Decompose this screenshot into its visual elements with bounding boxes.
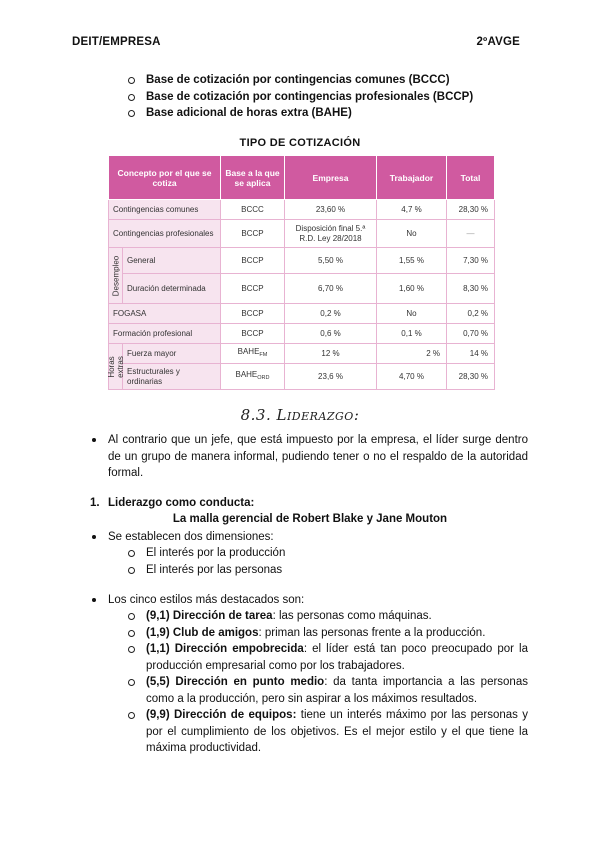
list-item: (5,5) Dirección en punto medio: da tanta importancia a las personas como a la producción, pero sin aspirar a los máximos resultados. bbox=[128, 674, 528, 707]
circle-bullet-icon bbox=[128, 613, 135, 620]
list-item: (9,1) Dirección de tarea: las personas como máquinas. bbox=[128, 608, 528, 625]
bullet-icon bbox=[92, 438, 96, 442]
list-item: Base de cotización por contingencias profesionales (BCCP) bbox=[128, 89, 473, 106]
circle-bullet-icon bbox=[128, 712, 135, 719]
circle-bullet-icon bbox=[128, 646, 135, 653]
table-row: Contingencias comunes BCCC 23,60 % 4,7 % 28,30 % bbox=[109, 200, 495, 220]
circle-bullet-icon bbox=[128, 679, 135, 686]
table-header-row bbox=[109, 156, 495, 200]
dimensions-list bbox=[128, 545, 528, 578]
table-row: Duración determinada BCCP 6,70 % 1,60 % 8,30 % bbox=[109, 274, 495, 304]
header-left: DEIT/EMPRESA bbox=[72, 36, 161, 48]
header-concepto: Concepto por el que se cotiza bbox=[109, 156, 221, 200]
header-right: 2ºAVGE bbox=[476, 36, 520, 48]
bases-list bbox=[128, 72, 473, 122]
bullet-icon bbox=[92, 598, 96, 602]
item-number: 1. bbox=[90, 497, 100, 509]
list-item: (1,1) Dirección empobrecida: el líder está tan poco preocupado por la producción empresarial como por los trabajadores. bbox=[128, 641, 528, 674]
circle-bullet-icon bbox=[128, 630, 135, 637]
circle-bullet-icon bbox=[128, 110, 135, 117]
desempleo-label: Desempleo bbox=[109, 248, 123, 304]
cotizacion-table bbox=[108, 155, 495, 390]
item-title: Liderazgo como conducta: bbox=[108, 497, 255, 509]
list-item: Base adicional de horas extra (BAHE) bbox=[128, 105, 473, 122]
circle-bullet-icon bbox=[128, 77, 135, 84]
table-row: Formación profesional BCCP 0,6 % 0,1 % 0,70 % bbox=[109, 324, 495, 344]
list-item: (9,9) Dirección de equipos: tiene un interés máximo por las personas y por el cumplimiento de los objetivos. Es el mejor estilo y el que tiene la máxima productividad. bbox=[128, 707, 528, 757]
styles-list bbox=[128, 608, 528, 757]
header-total: Total bbox=[447, 156, 495, 200]
table-row: FOGASA BCCP 0,2 % No 0,2 % bbox=[109, 304, 495, 324]
table-row: Contingencias profesionales BCCP Disposición final 5.ª R.D. Ley 28/2018 No — bbox=[109, 220, 495, 248]
circle-bullet-icon bbox=[128, 94, 135, 101]
list-item: (1,9) Club de amigos: priman las personas frente a la producción. bbox=[128, 625, 528, 642]
table-row: Desempleo General BCCP 5,50 % 1,55 % 7,30 % bbox=[109, 248, 495, 274]
dimensions-intro: Se establecen dos dimensiones: bbox=[108, 531, 274, 543]
header-trabajador: Trabajador bbox=[377, 156, 447, 200]
list-item: Base de cotización por contingencias comunes (BCCC) bbox=[128, 72, 473, 89]
table-row: Estructurales y ordinarias $BAHE_{ORD}$ 23,6 % 4,70 % 28,30 % bbox=[109, 364, 495, 390]
styles-intro: Los cinco estilos más destacados son: bbox=[108, 594, 305, 606]
list-item: El interés por las personas bbox=[128, 562, 528, 579]
header-empresa: Empresa bbox=[285, 156, 377, 200]
circle-bullet-icon bbox=[128, 550, 135, 557]
table-row: Horas extras Fuerza mayor $BAHE_{FM}$ 12 % 2 % 14 % bbox=[109, 344, 495, 364]
table-title: TIPO DE COTIZACIÓN bbox=[239, 137, 361, 149]
intro-paragraph: Al contrario que un jefe, que está impuesto por la empresa, el líder surge dentro de un grupo de manera informal, pudiendo tener o no el respaldo de la autoridad formal. bbox=[108, 434, 528, 479]
bullet-icon bbox=[92, 535, 96, 539]
item-subtitle: La malla gerencial de Robert Blake y Jane Mouton bbox=[172, 513, 448, 525]
header-base: Base a la que se aplica bbox=[221, 156, 285, 200]
horas-extras-label: Horas extras bbox=[109, 344, 123, 390]
list-item: El interés por la producción bbox=[128, 545, 528, 562]
circle-bullet-icon bbox=[128, 567, 135, 574]
section-title: 8.3. Liderazgo: bbox=[240, 406, 360, 424]
